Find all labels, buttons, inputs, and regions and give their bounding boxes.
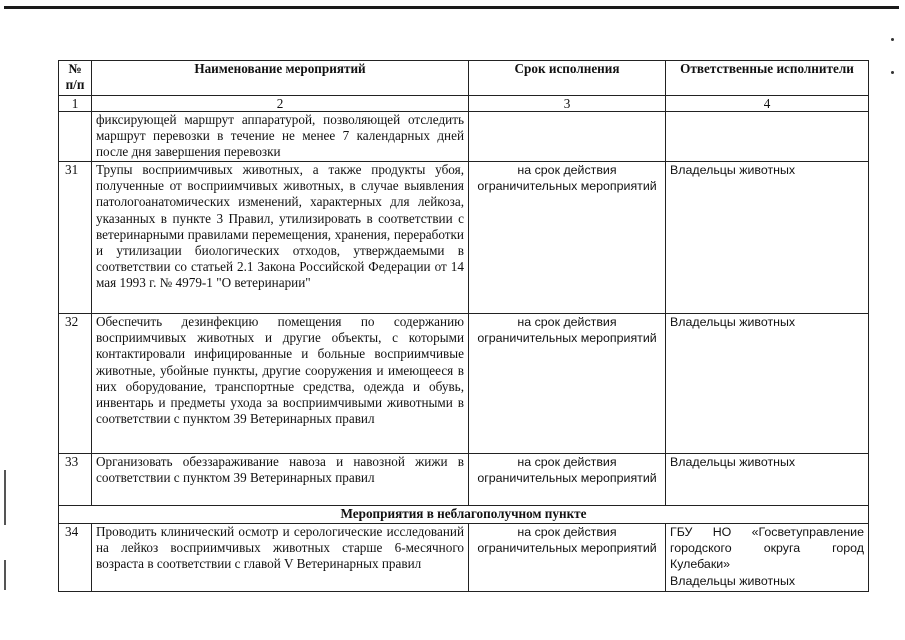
- column-number-row: [59, 96, 869, 112]
- row-executors: Владельцы животных: [666, 162, 869, 314]
- header-number: № п/п: [59, 61, 92, 96]
- executor-org: ГБУ НО «Госветуправление городского округа город Кулебаки»: [670, 525, 864, 572]
- section-title: Мероприятия в неблагополучном пункте: [59, 506, 869, 524]
- row-measure: Трупы восприимчивых животных, а также продукты убоя, полученные от восприимчивых животных, в случае выявления патологоанатомических изменений, характерных для лейкоза, указанных в пункте 3 Правил, утилизировать в соответствии с ветеринарными правилами перемещения, хранения, переработки и утилизации биологических отходов, утверждаемыми в соответствии со статьей 2.1 Закона Российской Федерации от 14 мая 1993 г. № 4979-1 "О ветеринарии": [92, 162, 469, 314]
- table-row: [59, 454, 869, 506]
- table-row: [59, 524, 869, 592]
- row-number: 31: [59, 162, 92, 314]
- row-measure: фиксирующей маршрут аппаратурой, позволяющей отследить маршрут перевозки в течение не менее 7 календарных дней после дня завершения перевозки: [92, 112, 469, 162]
- top-rule: [4, 6, 899, 9]
- row-number: [59, 112, 92, 162]
- row-measure: Обеспечить дезинфекцию помещения по содержанию восприимчивых животных и другие объекты, с которыми контактировали инфицированные и больные восприимчивые животные, убойные пункты, другие сооружения и имеющееся в них оборудование, транспортные средства, одежда и обувь, инвентарь и предметы ухода за восприимчивыми животными в соответствии с пунктом 39 Ветеринарных правил: [92, 314, 469, 454]
- scan-margin-mark: [4, 560, 6, 590]
- scan-speck: [891, 71, 894, 74]
- row-measure: Организовать обеззараживание навоза и навозной жижи в соответствии с пунктом 39 Ветеринарных правил: [92, 454, 469, 506]
- row-measure: Проводить клинический осмотр и серологические исследований на лейкоз восприимчивых животных старше 6-месячного возраста в соответствии с главой V Ветеринарных правил: [92, 524, 469, 592]
- row-term: [469, 112, 666, 162]
- table-header-row: [59, 61, 869, 96]
- column-number: 2: [92, 96, 469, 112]
- row-executors: Владельцы животных: [666, 314, 869, 454]
- row-number: 33: [59, 454, 92, 506]
- scan-margin-mark: [4, 470, 6, 525]
- column-number: 1: [59, 96, 92, 112]
- table-row: [59, 162, 869, 314]
- header-term: Срок исполнения: [469, 61, 666, 96]
- row-term: на срок действия ограничительных мероприятий: [469, 314, 666, 454]
- table-row: [59, 314, 869, 454]
- column-number: 4: [666, 96, 869, 112]
- row-term: на срок действия ограничительных мероприятий: [469, 162, 666, 314]
- column-number: 3: [469, 96, 666, 112]
- row-executors: [666, 524, 869, 592]
- row-number: 32: [59, 314, 92, 454]
- table-row: [59, 112, 869, 162]
- scan-speck: [891, 38, 894, 41]
- header-name: Наименование мероприятий: [92, 61, 469, 96]
- row-executors: [666, 112, 869, 162]
- header-executors: Ответственные исполнители: [666, 61, 869, 96]
- measures-table: [58, 60, 869, 592]
- row-term: на срок действия ограничительных мероприятий: [469, 524, 666, 592]
- row-executors: Владельцы животных: [666, 454, 869, 506]
- row-number: 34: [59, 524, 92, 592]
- executor-owners: Владельцы животных: [670, 573, 796, 588]
- row-term: на срок действия ограничительных мероприятий: [469, 454, 666, 506]
- section-row: [59, 506, 869, 524]
